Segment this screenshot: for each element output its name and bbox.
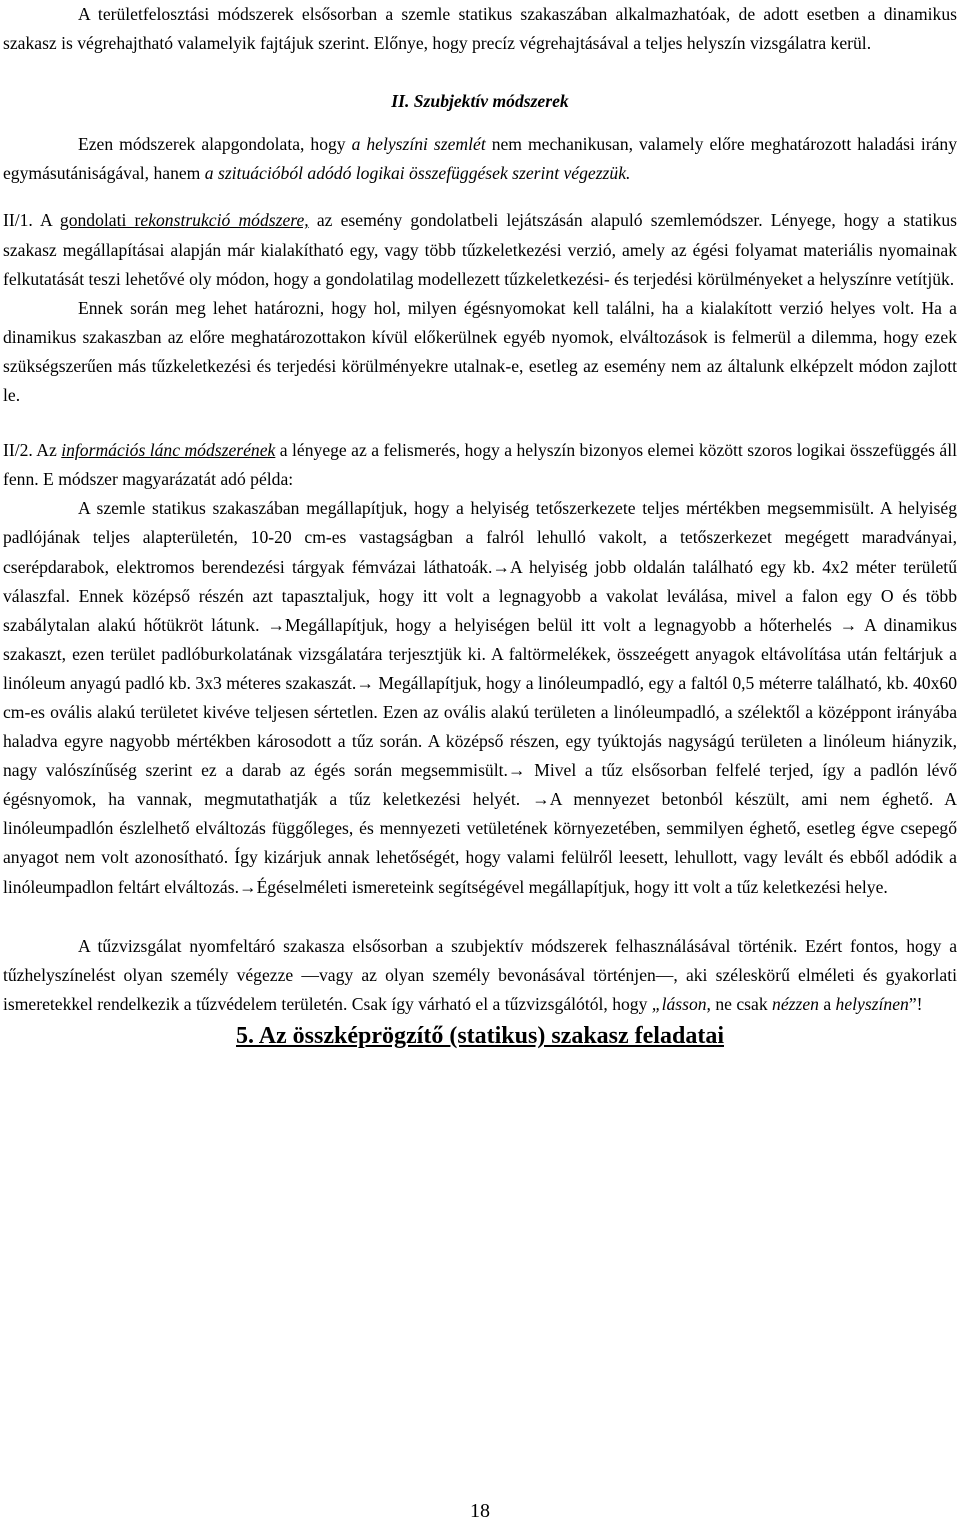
text-run: nem mechanikusan, valamely előre meghatározott haladási irány egymásutániságával, hanem bbox=[3, 134, 958, 184]
text-run: az esemény gondolatbeli lejátszásán alapuló szemlemódszer. Lényege, hogy a statikus szakasz megállapításai alapján már kialakítható egy, vagy több tűzkeletkezési verzió, amely az égési folyamat materiális nyomainak felkutatását teszi lehetővé oly módon, hogy a gondolatilag modellezett tűzkeletkezési- és terjedési körülményeket a helyszínre vetítjük. bbox=[3, 210, 957, 289]
underlined-run: gondolati r bbox=[59, 210, 141, 231]
spacer bbox=[3, 116, 957, 130]
text-run: II/1. A bbox=[3, 210, 60, 231]
method-name: információs lánc módszerének bbox=[61, 440, 276, 461]
italic-run: a szituációból adódó logikai összefüggések szerint végezzük. bbox=[204, 163, 631, 184]
italic-run: nézzen bbox=[772, 993, 819, 1014]
text-run: ”! bbox=[908, 993, 923, 1014]
text-run: Ezen módszerek alapgondolata, hogy bbox=[78, 134, 352, 155]
method-name: ekonstrukció módszere, bbox=[140, 210, 309, 231]
text-run: II/2. Az bbox=[3, 440, 62, 461]
intro-paragraph bbox=[3, 0, 957, 58]
spacer bbox=[3, 410, 957, 436]
example-paragraph: A szemle statikus szakaszában megállapítjuk, hogy a helyiség tetőszerkezete teljes mértékben megsemmisült. A helyiség padlójának teljes alapterületén, 10-20 cm-es vastagságban a falról lehulló vakolt, a tetőszerkezet megégett maradványai, cserépdarabok, elektromos berendezési tárgyak fémvázai láthatoák.→A helyiség jobb oldalán található egy kb. 4x2 méter területű válaszfal. Ennek középső részén azt tapasztaljuk, hogy itt volt a legnagyobb a vakolat leválása, mivel a falon egy O és több szabálytalan alakú hőtükröt látunk. →Megállapítjuk, hogy a helyiségen belül itt volt a legnagyobb a hőterhelés → A dinamikus szakaszt, ezen terület padlóburkolatának vizsgálatára terjesztjük ki. A faltörmelékek, összeégett anyagok eltávolítása után feltárjuk a linóleum anyagú padló kb. 3x3 méteres szakaszát.→ Megállapítjuk, hogy a linóleumpadló, egy a faltól 0,5 méterre található, kb. 40x60 cm-es ovális alakú területet kivéve teljesen sértetlen. Ezen az ovális alakú területen a linóleumpadló, a szélektől a középpont irányába haladva egyre nagyobb mértékben károsodott a tűz során. A középső részen, egy tyúktojás nagyságú területen a linóleum hiányzik, nagy valószínűség szerint ez a darab az égés során megsemmisült.→ Mivel a tűz elsősorban felfelé terjed, így a padlón lévő égésnyomok, ha vannak, megmutathatják a tűz keletkezési helyét. →A mennyezet betonból készült, ami nem éghető. A linóleumpadlón észlelhető elváltozás függőleges, és mennyezeti vetületének környezetében, semmilyen éghető, esetleg égve csepegő anyagot nem volt azonosítható. Így kizárjuk annak lehetőségét, hogy valami felülről leesett, lehullott, vagy levált és ebből adódik a linóleumpadlon feltárt elváltozás.→Égéselméleti ismereteink segítségével megállapítjuk, hogy itt volt a tűz keletkezési helye. bbox=[3, 498, 957, 897]
intro-text: A területfelosztási módszerek elsősorban a szemle statikus szakaszában alkalmazhatóak, de adott esetben a dinamikus szakasz is végrehajtható valamelyik fajtájuk szerint. Előnye, hogy precíz végrehajtásával a teljes helyszín vizsgálatra kerül. bbox=[3, 4, 957, 54]
information-chain-paragraph bbox=[3, 436, 957, 494]
text-run: , ne csak bbox=[706, 993, 773, 1014]
spacer bbox=[3, 58, 957, 87]
italic-run: helyszínen bbox=[835, 993, 909, 1014]
italic-run: „lásson bbox=[651, 993, 707, 1014]
subjective-intro-paragraph bbox=[3, 130, 957, 188]
reconstruction-method-paragraph bbox=[3, 206, 957, 293]
spacer bbox=[3, 188, 957, 206]
spacer bbox=[3, 902, 957, 932]
text-run: a bbox=[818, 993, 836, 1014]
closing-paragraph bbox=[3, 932, 957, 1019]
page-number: 18 bbox=[470, 1500, 490, 1522]
reconstruction-followup-paragraph: Ennek során meg lehet határozni, hogy hol, milyen égésnyomokat kell találni, ha a kialakított verzió helyes volt. Ha a dinamikus szakaszban az előre meghatározottakon kívül előkerülnek egyéb nyomok, elváltozások is felmerül a dilemma, hogy ezek szükségszerűen más tűzkeletkezési és terjedési körülményekre utalnak-e, esetleg az esemény nem az általunk elképzelt módon zajlott le. bbox=[3, 297, 957, 406]
section-heading-static-phase: 5. Az összképrögzítő (statikus) szakasz feladatai bbox=[236, 1022, 724, 1049]
italic-run: a helyszíni szemlét bbox=[351, 134, 486, 155]
section-heading-subjective: II. Szubjektív módszerek bbox=[391, 91, 569, 112]
text-run: a lényege az a felismerés, hogy a helyszín bizonyos elemei között szoros logikai összefüggés áll fenn. E módszer magyarázatát adó példa: bbox=[3, 440, 957, 490]
text-run: A tűzvizsgálat nyomfeltáró szakasza elsősorban a szubjektív módszerek felhasználásával történik. Ezért fontos, hogy a tűzhelyszínelést olyan személy végezze ―vagy az olyan személy bevonásával történjen―, aki széleskörű elméleti és gyakorlati ismeretekkel rendelkezik a tűzvédelem területén. Csak így várható el a tűzvizsgálótól, hogy bbox=[3, 935, 957, 1014]
